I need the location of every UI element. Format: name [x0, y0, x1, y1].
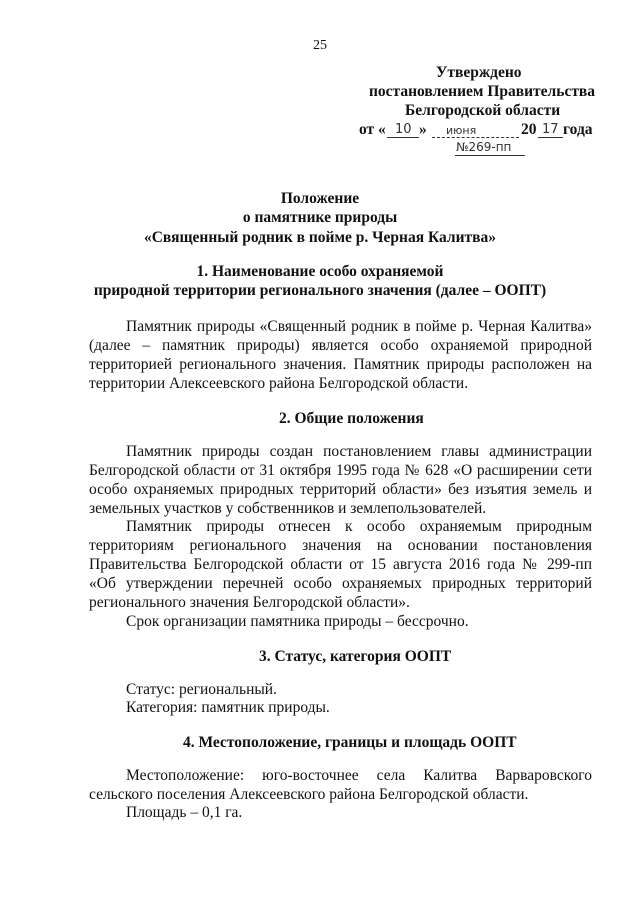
section2-p2-line4: «Об утверждении перечней особо охраняемых природных территорий	[89, 575, 592, 592]
section1-p1-line4: территории Алексеевского района Белгородской области.	[89, 375, 469, 392]
month-underline	[432, 137, 519, 138]
section3-heading: 3. Статус, категория ООПТ	[259, 648, 452, 665]
section2-p1-line1: Памятник природы создан постановлением главы администрации	[126, 443, 592, 460]
approval-title: Утверждено	[436, 64, 522, 81]
section2-p2-line1: Памятник природы отнесен к особо охраняемым природным	[126, 518, 592, 535]
approval-day: 10	[395, 122, 412, 137]
approval-close-quote: »	[419, 121, 427, 138]
section4-heading: 4. Местоположение, границы и площадь ООПТ	[183, 734, 517, 751]
approval-number: №269-пп	[456, 140, 512, 154]
year-underline	[538, 137, 563, 138]
section1-heading-line2: природной территории регионального значения (далее – ООПТ)	[93, 282, 547, 299]
section2-p1-line3: особо охраняемых природных территорий области» без изъятия земель и	[89, 481, 592, 498]
section2-p2-line2: территориям регионального значения на основании постановления	[89, 537, 592, 554]
doc-title-line2: о памятнике природы	[242, 209, 398, 226]
section2-p1-line4: земельных участков у собственников и землепользователей.	[89, 500, 487, 517]
approval-year-prefix: 20	[521, 121, 537, 138]
section1-heading-line1: 1. Наименование особо охраняемой	[196, 263, 444, 280]
number-underline	[455, 155, 525, 156]
section2-heading: 2. Общие положения	[279, 410, 424, 427]
approval-region: Белгородской области	[405, 102, 561, 119]
approval-from-label: от «	[359, 121, 386, 138]
day-underline	[387, 137, 419, 138]
approval-authority: постановлением Правительства	[369, 83, 596, 100]
section2-p2-line3: Правительства Белгородской области от 15 августа 2016 года № 299-пп	[89, 556, 592, 573]
doc-title-line1: Положение	[280, 190, 360, 207]
doc-title-line3: «Священный родник в пойме р. Черная Калитва»	[143, 229, 497, 246]
section2-p3: Срок организации памятника природы – бессрочно.	[126, 613, 469, 630]
section4-location-line1: Местоположение: юго-восточнее села Калитва Варваровского	[126, 767, 592, 784]
section1-p1-line2: (далее – памятник природы) является особо охраняемой природной	[89, 337, 592, 354]
section1-p1-line3: территорией регионального значения. Памятник природы расположен на	[89, 356, 592, 373]
section2-p2-line5: регионального значения Белгородской области».	[89, 594, 410, 611]
section1-p1-line1: Памятник природы «Священный родник в пойме р. Черная Калитва»	[126, 318, 592, 335]
section4-location-line2: сельского поселения Алексеевского района Белгородской области.	[89, 786, 529, 803]
section3-category: Категория: памятник природы.	[126, 699, 330, 716]
section2-p1-line2: Белгородской области от 31 октября 1995 года № 628 «О расширении сети	[89, 462, 592, 479]
approval-month: июня	[446, 124, 477, 137]
approval-year-suffix: 17	[542, 122, 559, 137]
section4-area: Площадь – 0,1 га.	[126, 804, 243, 821]
section3-status: Статус: региональный.	[126, 681, 277, 698]
approval-year-label: года	[563, 121, 593, 138]
page-number: 25	[313, 38, 327, 53]
